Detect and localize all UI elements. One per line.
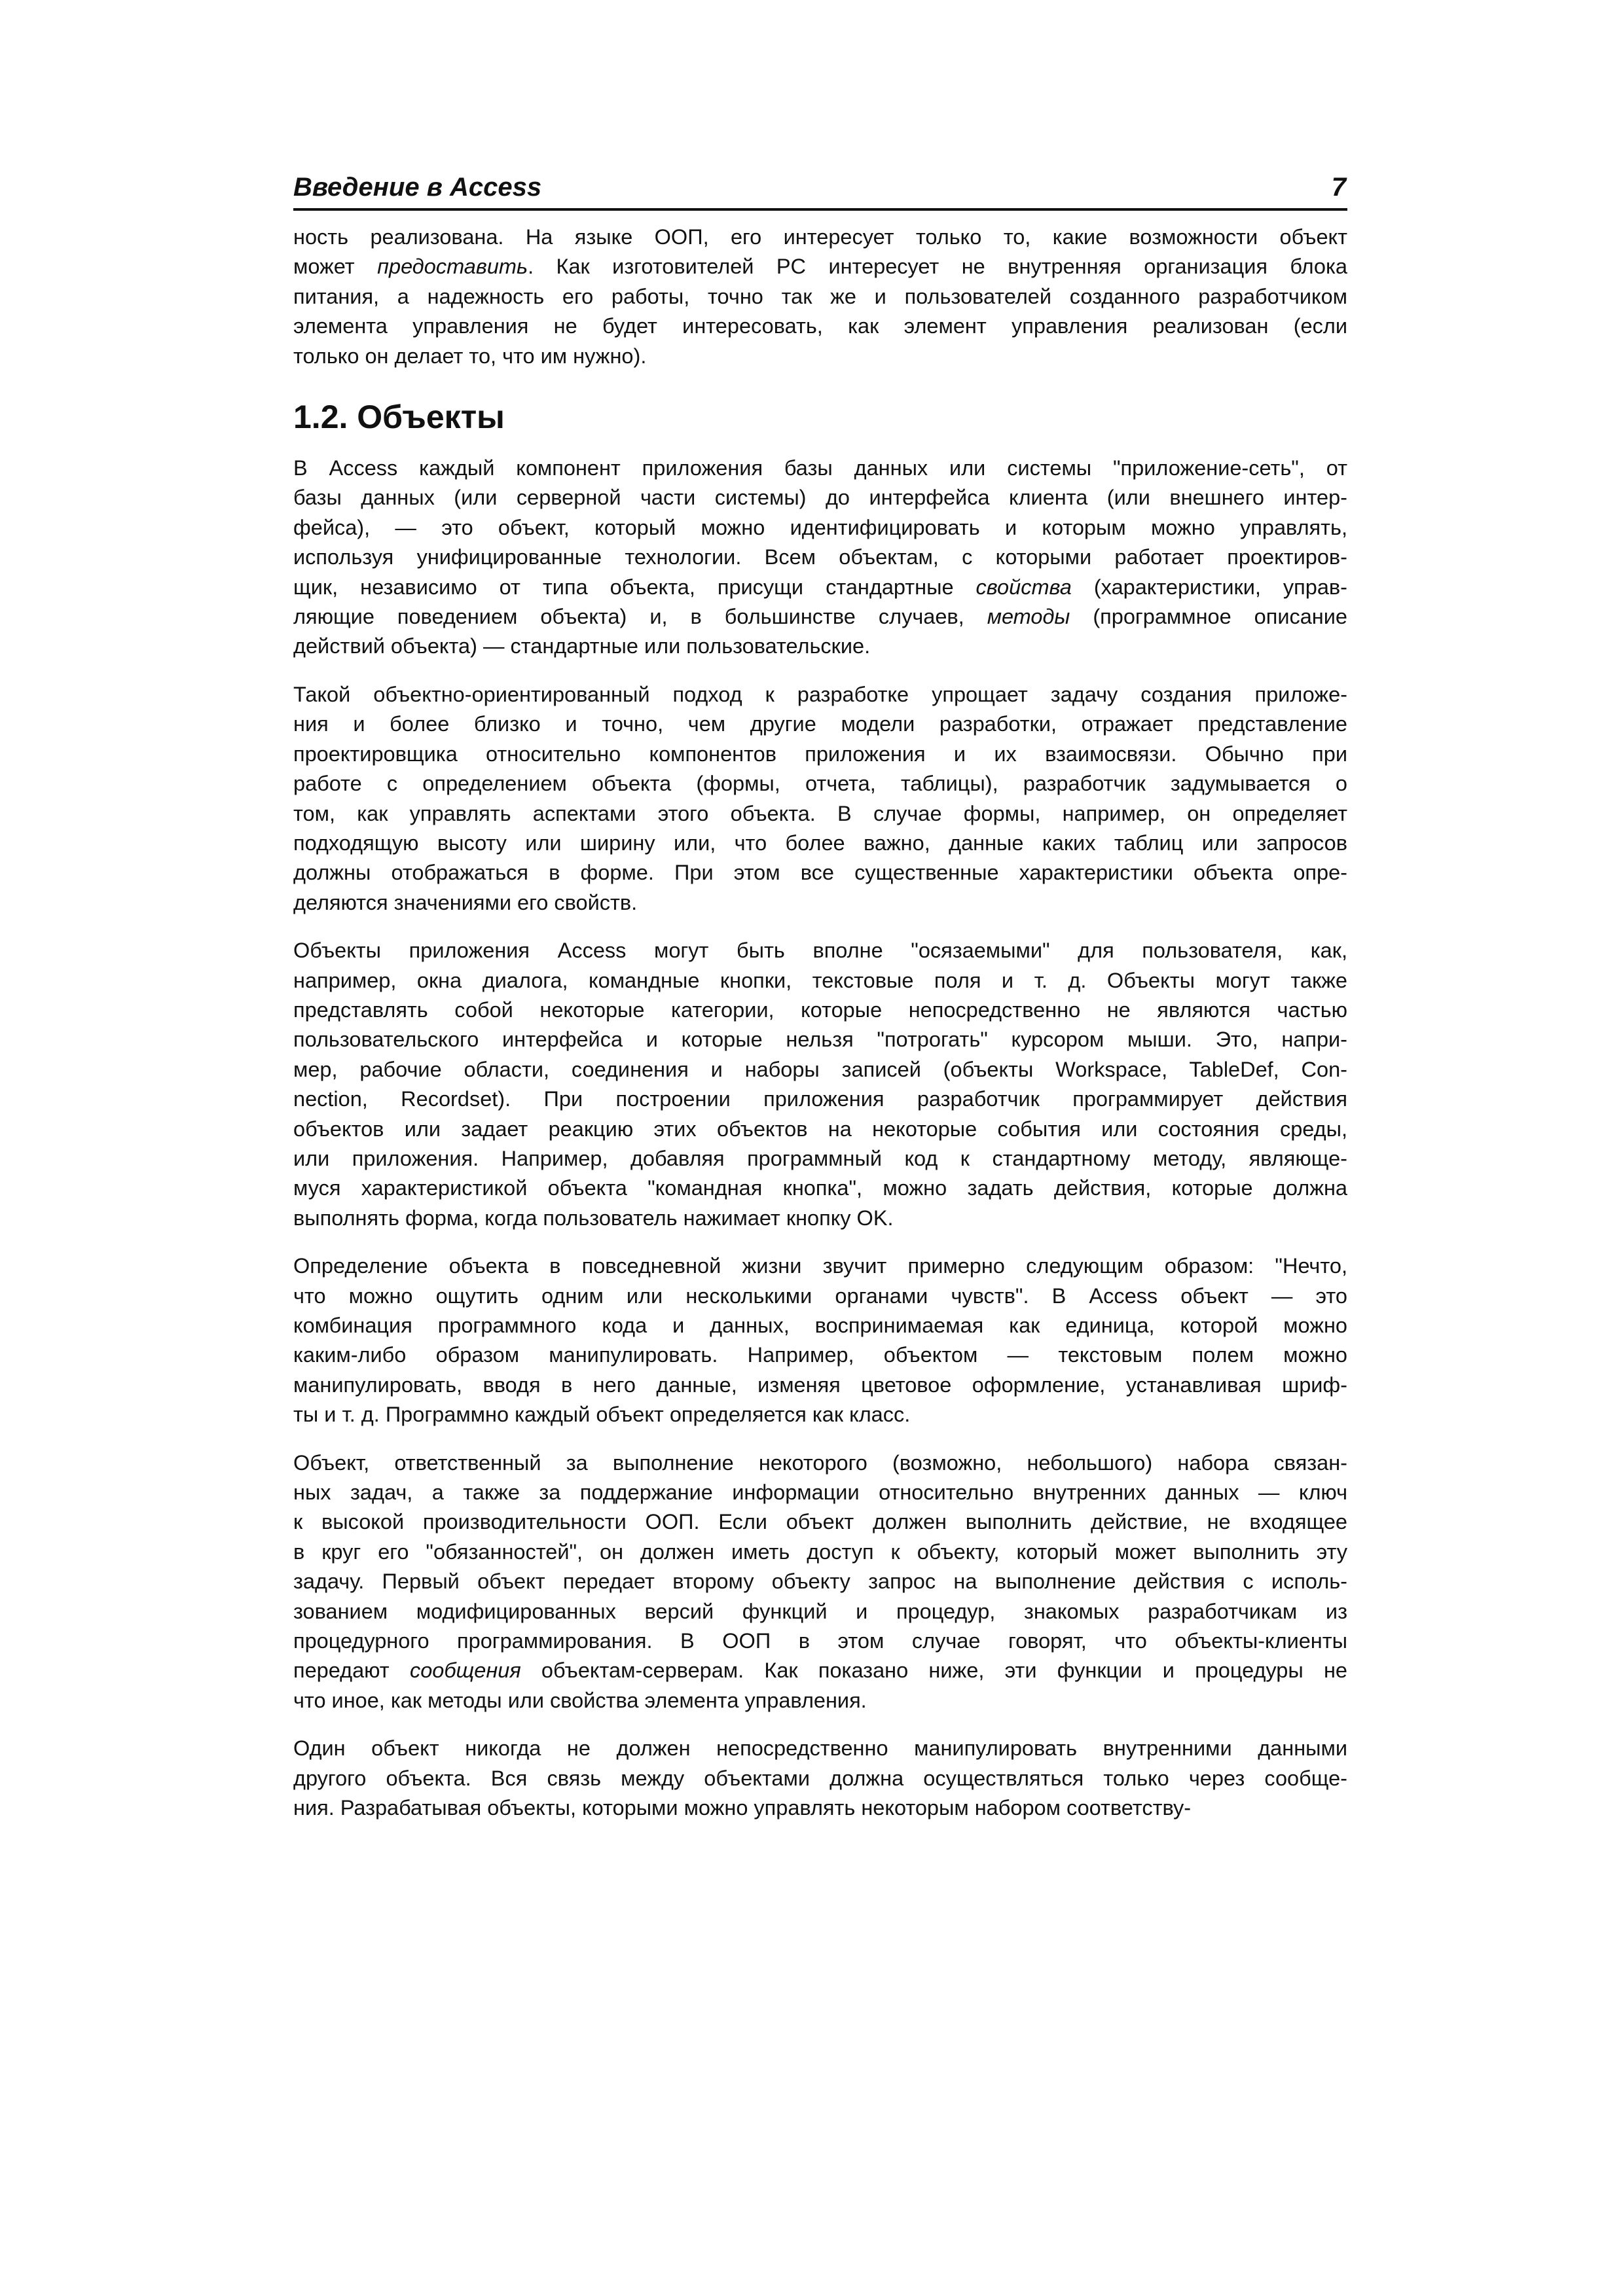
text-line: базы данных (или серверной части системы) до интерфейса клиента (или внешнего интер- [293, 486, 1347, 510]
text-line: В Access каждый компонент приложения базы данных или системы "приложение-сеть", от [293, 456, 1347, 480]
text-line: работе с определением объекта (формы, отчета, таблицы), разработчик задумывается о [293, 772, 1347, 796]
text-line: действий объекта) — стандартные или пользовательские. [293, 634, 871, 658]
text-line: проектировщика относительно компонентов приложения и их взаимосвязи. Обычно при [293, 742, 1347, 766]
text-line: или приложения. Например, добавляя программный код к стандартному методу, являюще- [293, 1146, 1347, 1170]
text-line: в круг его "обязанностей", он должен иметь доступ к объекту, который может выполнить эту [293, 1539, 1347, 1564]
text-line: что можно ощутить одним или несколькими органами чувств". В Access объект — это [293, 1283, 1347, 1308]
text-line: деляются значениями его свойств. [293, 890, 638, 914]
emphasized-term: сообщения [409, 1659, 521, 1683]
emphasized-term: методы [987, 605, 1070, 629]
running-title: Введение в Access [293, 173, 542, 202]
text-line: каким-либо образом манипулировать. Например, объектом — текстовым полем можно [293, 1343, 1347, 1367]
paragraph-continuation [293, 223, 1347, 371]
text-line: Объект, ответственный за выполнение некоторого (возможно, небольшого) набора связан- [293, 1450, 1347, 1475]
text-line: другого объекта. Вся связь между объектами должна осуществляться только через сообще- [293, 1766, 1347, 1790]
text-line: к высокой производительности ООП. Если объект должен выполнить действие, не входящее [293, 1510, 1347, 1534]
text-line: муся характеристикой объекта "командная кнопка", можно задать действия, которые должна [293, 1176, 1347, 1200]
page-number: 7 [1331, 173, 1346, 202]
text-line: nection, Recordset). При построении приложения разработчик программирует действия [293, 1087, 1347, 1111]
text-line: объектов или задает реакцию этих объектов на некоторые события или состояния среды, [293, 1117, 1347, 1141]
text-line: фейса), — это объект, который можно идентифицировать и которым можно управлять, [293, 515, 1347, 539]
text-line: подходящую высоту или ширину или, что более важно, данные каких таблиц или запросов [293, 831, 1347, 855]
text-line: Один объект никогда не должен непосредственно манипулировать внутренними данными [293, 1736, 1347, 1761]
paragraph-object-responsibility [293, 1448, 1347, 1716]
emphasized-term: предоставить [377, 255, 528, 279]
text-line: ность реализована. На языке ООП, его интересует только то, какие возможности объект [293, 225, 1347, 249]
text-line: представлять собой некоторые категории, которые непосредственно не являются частью [293, 997, 1347, 1022]
text-line: задачу. Первый объект передает второму объекту запрос на выполнение действия с исполь- [293, 1570, 1347, 1594]
emphasized-term: свойства [976, 575, 1072, 599]
text-line: мер, рабочие области, соединения и наборы записей (объекты Workspace, TableDef, Con- [293, 1057, 1347, 1081]
paragraph-oo-approach [293, 680, 1347, 918]
text-line: ния. Разрабатывая объекты, которыми можно управлять некоторым набором соответству- [293, 1796, 1192, 1820]
page-body [293, 223, 1347, 1823]
section-heading: 1.2. Объекты [293, 399, 505, 436]
text-line: манипулировать, вводя в него данные, изменяя цветовое оформление, устанавливая шриф- [293, 1372, 1347, 1397]
text-line: щик, независимо от типа объекта, присущи стандартные свойства (характеристики, управ- [293, 575, 1347, 599]
text-line: передают сообщения объектам-серверам. Как показано ниже, эти функции и процедуры не [293, 1659, 1347, 1683]
paragraph-messaging [293, 1734, 1347, 1823]
text-line: зованием модифицированных версий функций и процедур, знакомых разработчикам из [293, 1599, 1347, 1623]
text-line: используя унифицированные технологии. Всем объектам, с которыми работает проектиров- [293, 545, 1347, 569]
text-line: что иное, как методы или свойства элемента управления. [293, 1688, 867, 1712]
paragraph-object-definition [293, 1251, 1347, 1429]
book-page [293, 171, 1347, 1842]
text-line: пользовательского интерфейса и которые нельзя "потрогать" курсором мыши. Это, напри- [293, 1028, 1347, 1052]
paragraph-objects-intro [293, 454, 1347, 662]
text-line: только он делает то, что им нужно). [293, 344, 647, 368]
text-line: Определение объекта в повседневной жизни звучит примерно следующим образом: "Нечто, [293, 1254, 1347, 1278]
paragraph-access-objects [293, 936, 1347, 1233]
text-line: ных задач, а также за поддержание информации относительно внутренних данных — ключ [293, 1480, 1347, 1505]
text-line: комбинация программного кода и данных, воспринимаемая как единица, которой можно [293, 1314, 1347, 1337]
text-line: ляющие поведением объекта) и, в большинстве случаев, методы (программное описание [293, 605, 1347, 629]
text-line: Объекты приложения Access могут быть вполне "осязаемыми" для пользователя, как, [293, 939, 1347, 963]
text-line: элемента управления не будет интересовать, как элемент управления реализован (если [293, 314, 1347, 338]
text-line: выполнять форма, когда пользователь нажимает кнопку OK. [293, 1206, 894, 1230]
text-line: ния и более близко и точно, чем другие модели разработки, отражает представление [293, 712, 1347, 736]
text-line: питания, а надежность его работы, точно так же и пользователей созданного разработчиком [293, 284, 1347, 308]
text-line: ты и т. д. Программно каждый объект определяется как класс. [293, 1403, 911, 1427]
text-line: процедурного программирования. В ООП в этом случае говорят, что объекты-клиенты [293, 1629, 1347, 1653]
text-line: может предоставить. Как изготовителей PC интересует не внутренняя организация блока [293, 255, 1347, 279]
text-line: том, как управлять аспектами этого объекта. В случае формы, например, он определяет [293, 801, 1347, 825]
text-line: например, окна диалога, командные кнопки, текстовые поля и т. д. Объекты могут также [293, 968, 1347, 992]
running-header [293, 171, 1347, 211]
text-line: Такой объектно-ориентированный подход к разработке упрощает задачу создания приложе- [293, 682, 1347, 706]
text-line: должны отображаться в форме. При этом все существенные характеристики объекта опре- [293, 861, 1347, 885]
